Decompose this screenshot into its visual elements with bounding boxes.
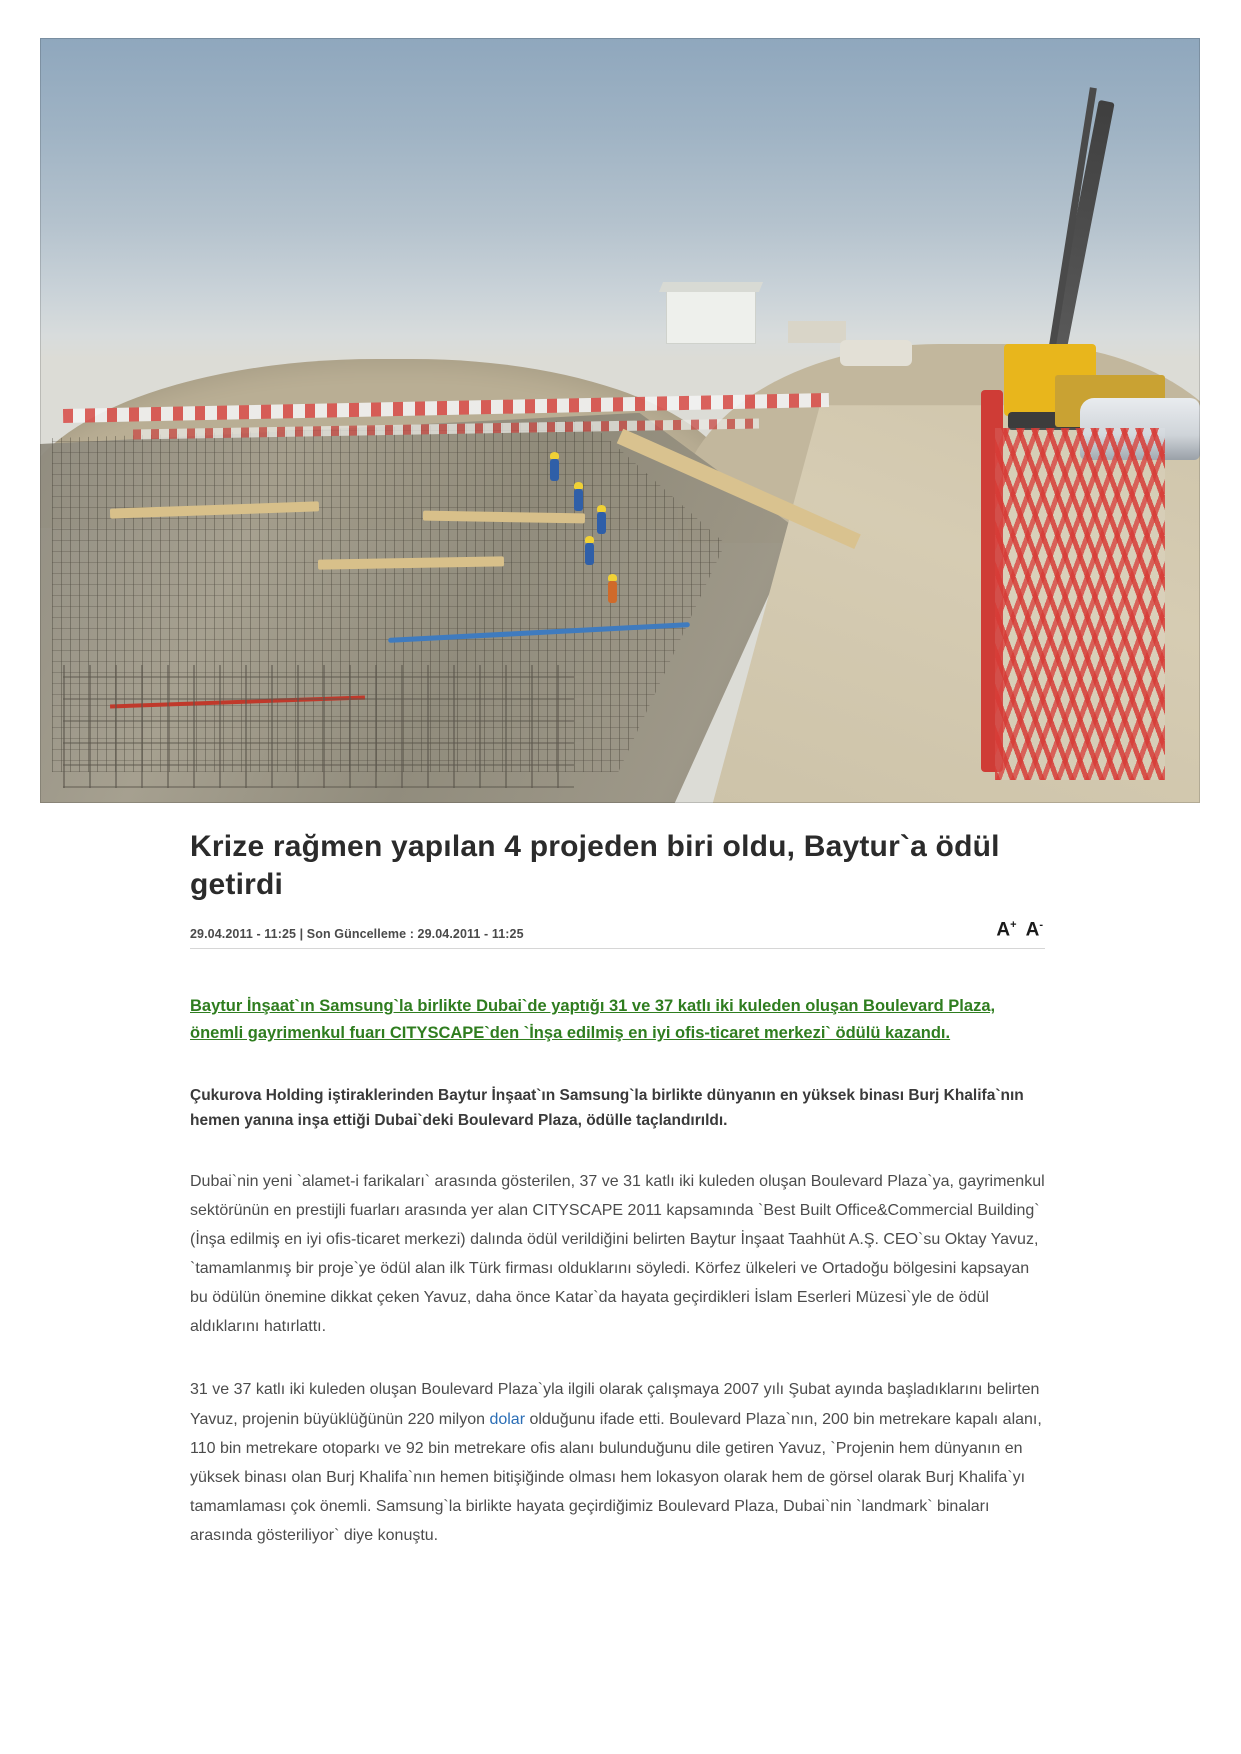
photo-worker [574,489,583,511]
font-size-tools[interactable] [996,919,1045,941]
photo-large-pipe [840,340,912,366]
photo-site-shed [788,321,846,343]
font-decrease-label: A [1025,919,1040,941]
article-lead: Çukurova Holding iştiraklerinden Baytur İnşaat`ın Samsung`la birlikte dünyanın en yüksek binası Burj Khalifa`nın hemen yanına inşa ettiği Dubai`deki Boulevard Plaza, ödülle taçlandırıldı. [190,1086,1024,1129]
photo-worker [597,512,606,534]
photo-safety-fence [995,428,1165,780]
photo-worker [608,581,617,603]
photo-white-building [666,290,756,344]
photo-worker [550,459,559,481]
article-content [190,828,1045,1550]
font-increase-label: A [996,919,1011,941]
article-hero-image [40,38,1200,803]
article-timestamp: 29.04.2011 - 11:25 | Son Güncelleme : 29.04.2011 - 11:25 [190,927,524,942]
photo-sky [40,38,1200,803]
article-spot [190,993,1045,1046]
font-increase-sup: + [1010,918,1017,931]
photo-scaffolding [63,665,573,787]
article-paragraph-2-text-end: olduğunu ifade etti. Boulevard Plaza`nın, 200 bin metrekare kapalı alanı, 110 bin metrekare otoparkı ve 92 bin metrekare ofis alanı bulunduğunu dile getiren Yavuz, `Projenin hem dünyanın en yüksek binası olan Burj Khalifa`nın hemen bitişiğinde olması hem lokasyon olarak hem de görsel olarak Burj Khalifa`yı tamamlaması çok önemli. Samsung`la birlikte hayata geçirdiğimiz Boulevard Plaza, Dubai`nin `landmark` binaları arasında gösteriliyor` diye konuştu. [190,1410,1042,1544]
photo-worker [585,543,594,565]
article-meta-row [190,919,1045,949]
article-paragraph-1: Dubai`nin yeni `alamet-i farikaları` arasında gösterilen, 37 ve 31 katlı iki kuleden oluşan Boulevard Plaza`ya, gayrimenkul sektörünün en prestijli fuarları arasında yer alan CITYSCAPE 2011 kapsamında `Best Built Office&Commercial Building` (İnşa edilmiş en iyi ofis-ticaret merkezi) dalında ödül verildiğini belirten Baytur İnşaat Taahhüt A.Ş. CEO`su Oktay Yavuz, `tamamlanmış bir proje`ye ödül alan ilk Türk firması olduklarını söyledi. Körfez ülkeleri ve Ortadoğu bölgesini kapsayan bu ödülün önemine dikkat çeken Yavuz, daha önce Katar`da hayata geçirdikleri İslam Eserleri Müzesi`yle de ödül aldıklarını hatırlattı. [190,1172,1045,1336]
article-paragraph-2 [190,1375,1045,1550]
font-decrease-button[interactable] [1026,919,1043,941]
page-title: Krize rağmen yapılan 4 projeden biri oldu, Baytur`a ödül getirdi [190,830,1000,902]
inline-link-dolar[interactable]: dolar [489,1410,526,1428]
article-spot-link[interactable]: Baytur İnşaat`ın Samsung`la birlikte Dubai`de yaptığı 31 ve 37 katlı iki kuleden oluşan Boulevard Plaza, önemli gayrimenkul fuarı CITYSCAPE`den `İnşa edilmiş en iyi ofis-ticaret merkezi` ödülü kazandı. [190,997,996,1042]
article-paragraph-2-text-start: 31 ve 37 katlı iki kuleden oluşan Boulevard Plaza`yla ilgili olarak çalışmaya 2007 yılı Şubat ayında başladıklarını belirten Yavuz, projenin büyüklüğünün 220 milyon [190,1381,1040,1428]
font-decrease-sup: - [1039,918,1043,931]
font-increase-button[interactable] [996,919,1016,941]
